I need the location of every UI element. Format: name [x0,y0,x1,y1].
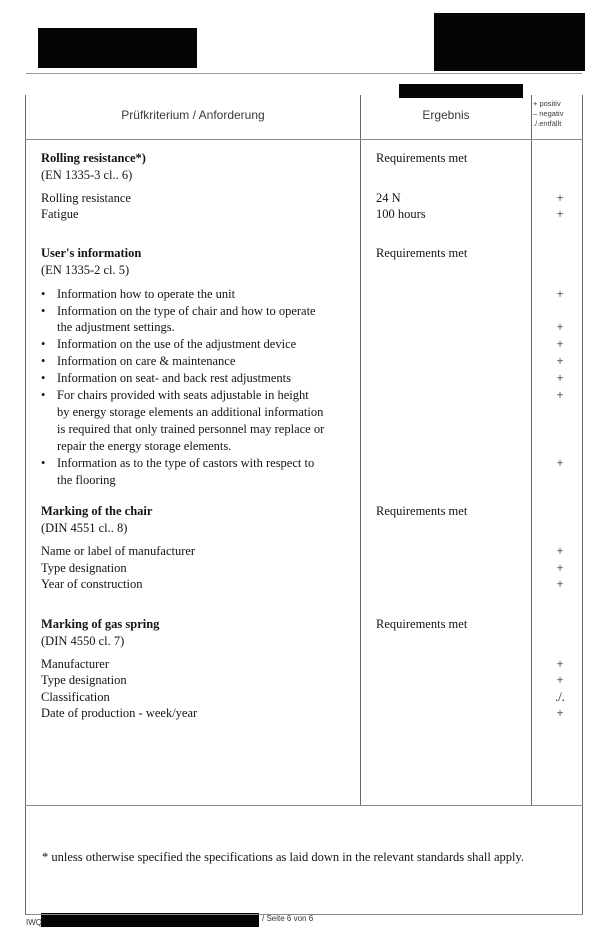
item-value: 24 N [376,191,401,205]
footnote: * unless otherwise specified the specifications as laid down in the relevant standards shall apply. [42,850,525,864]
item-label: Date of production - week/year [41,706,198,720]
column-header-result: Ergebnis [422,108,470,122]
redacted-logo-right [434,13,585,71]
legend-not-applicable: ./.entfällt [533,119,562,128]
section-result: Requirements met [376,617,468,631]
item-mark: + [556,354,564,368]
section-title: Rolling resistance*) [41,151,146,165]
item-label: Fatigue [41,207,79,221]
top-rule [26,73,582,74]
bullet-glyph: • [41,337,46,351]
bullet-glyph: • [41,287,46,301]
item-mark: + [556,287,564,301]
item-mark: ./. [555,690,565,704]
bullet-glyph: • [41,304,46,318]
table-left-border [25,95,26,915]
item-label: Type designation [41,673,127,687]
item-label: Type designation [41,561,127,575]
section-result: Requirements met [376,246,468,260]
item-mark: + [556,207,564,221]
item-mark: + [556,706,564,720]
section-standard: (DIN 4550 cl. 7) [41,634,125,648]
item-mark: + [556,673,564,687]
table-divider-result [360,95,361,806]
table-divider-mark [531,95,532,806]
section-title: Marking of gas spring [41,617,160,631]
table-right-border [582,95,583,915]
section-standard: (EN 1335-3 cl.. 6) [41,168,133,182]
redacted-logo-left [38,28,197,68]
section-title: Marking of the chair [41,504,153,518]
legend-negative: – negativ [533,109,564,118]
item-mark: + [556,657,564,671]
column-header-criterion: Prüfkriterium / Anforderung [121,108,265,122]
bullet-text: is required that only trained personnel may replace or [57,422,325,436]
item-mark: + [556,561,564,575]
bullet-glyph: • [41,388,46,402]
redacted-header-id [399,84,523,98]
item-mark: + [556,191,564,205]
bullet-text: by energy storage elements an additional information [57,405,324,419]
page-number: / Seite 6 von 6 [262,914,314,923]
section-title: User's information [41,246,142,260]
header-divider [25,139,583,140]
bullet-text: Information on the use of the adjustment device [57,337,297,351]
item-label: Classification [41,690,110,704]
item-mark: + [556,371,564,385]
item-mark: + [556,320,564,334]
bullet-text: Information on seat- and back rest adjustments [57,371,291,385]
redacted-footer-text [41,913,259,927]
bullet-text: Information how to operate the unit [57,287,236,301]
section-result: Requirements met [376,151,468,165]
section-standard: (DIN 4551 cl.. 8) [41,521,128,535]
bullet-text: repair the energy storage elements. [57,439,232,453]
bullet-text: Information on care & maintenance [57,354,236,368]
item-label: Name or label of manufacturer [41,544,196,558]
item-mark: + [556,577,564,591]
item-mark: + [556,456,564,470]
rating-legend [533,99,585,129]
item-mark: + [556,337,564,351]
footer-prefix: IWQ [26,918,42,927]
table-body-bottom [25,805,583,806]
legend-positive: + positiv [533,99,561,108]
item-mark: + [556,544,564,558]
item-label: Manufacturer [41,657,110,671]
bullet-glyph: • [41,354,46,368]
section-standard: (EN 1335-2 cl. 5) [41,263,130,277]
bullet-glyph: • [41,456,46,470]
bullet-text: For chairs provided with seats adjustable in height [57,388,309,402]
bullet-text: Information on the type of chair and how to operate [57,304,316,318]
item-value: 100 hours [376,207,426,221]
item-label: Year of construction [41,577,143,591]
bullet-text: the adjustment settings. [57,320,175,334]
bullet-text: Information as to the type of castors with respect to [57,456,315,470]
item-mark: + [556,388,564,402]
item-label: Rolling resistance [41,191,131,205]
section-result: Requirements met [376,504,468,518]
bullet-text: the flooring [57,473,116,487]
bullet-glyph: • [41,371,46,385]
